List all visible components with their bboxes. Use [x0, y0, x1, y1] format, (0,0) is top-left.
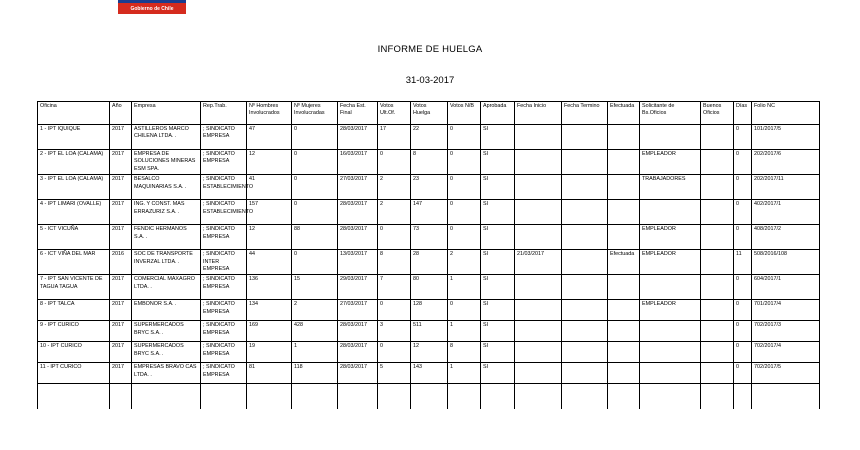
- column-header: Solicitante de Bs.Oficios: [640, 102, 701, 125]
- table-cell: 28/03/2017: [338, 200, 378, 225]
- table-row: [38, 250, 820, 275]
- table-cell: Efectuada: [608, 250, 640, 275]
- table-cell: 0: [734, 150, 752, 175]
- table-cell: 11: [734, 250, 752, 275]
- table-cell: [734, 384, 752, 409]
- table-cell: [608, 363, 640, 384]
- table-cell: [515, 175, 562, 200]
- table-cell: [38, 384, 110, 409]
- table-row: [38, 125, 820, 150]
- report-title: INFORME DE HUELGA: [377, 44, 483, 55]
- table-row: [38, 275, 820, 300]
- table-cell: 44: [247, 250, 292, 275]
- table-cell: 2017: [110, 300, 132, 321]
- table-cell: 702/2017/4: [752, 342, 820, 363]
- table-cell: 508/2016/108: [752, 250, 820, 275]
- table-cell: [247, 384, 292, 409]
- table-cell: [701, 150, 734, 175]
- table-cell: ; SINDICATO EMPRESA: [201, 275, 247, 300]
- column-header: Votos N/B: [448, 102, 481, 125]
- table-cell: FENDIC HERMANOS S.A. .: [132, 225, 201, 250]
- table-cell: SOC DE TRANSPORTE INVERZAL LTDA. .: [132, 250, 201, 275]
- table-cell: SI: [481, 175, 515, 200]
- table-cell: 0: [378, 300, 411, 321]
- table-cell: EMPRESAS BRAVO CAS LTDA. .: [132, 363, 201, 384]
- table-cell: [562, 200, 608, 225]
- table-cell: 9 - IPT CURICO: [38, 321, 110, 342]
- table-cell: 1 - IPT IQUIQUE: [38, 125, 110, 150]
- table-cell: [562, 363, 608, 384]
- column-header: Fecha Est. Final: [338, 102, 378, 125]
- table-cell: 22: [411, 125, 448, 150]
- column-header: Nº Mujeres Involucradas: [292, 102, 338, 125]
- table-cell: EMPRESA DE SOLUCIONES MINERAS ESM SPA.: [132, 150, 201, 175]
- table-cell: 81: [247, 363, 292, 384]
- table-cell: 0: [734, 300, 752, 321]
- table-cell: 0: [448, 200, 481, 225]
- table-cell: 0: [734, 342, 752, 363]
- table-cell: 0: [734, 125, 752, 150]
- table-cell: [515, 321, 562, 342]
- table-cell: 202/2017/11: [752, 175, 820, 200]
- table-cell: 29/03/2017: [338, 275, 378, 300]
- table-cell: 702/2017/3: [752, 321, 820, 342]
- table-cell: [701, 200, 734, 225]
- table-cell: ; SINDICATO ESTABLECIMIENTO: [201, 175, 247, 200]
- table-cell: EMPLEADOR: [640, 150, 701, 175]
- table-cell: [338, 384, 378, 409]
- table-cell: [515, 125, 562, 150]
- table-cell: 2: [292, 300, 338, 321]
- table-cell: 428: [292, 321, 338, 342]
- strike-report-table: [37, 101, 820, 409]
- table-cell: [752, 384, 820, 409]
- table-cell: SI: [481, 250, 515, 275]
- table-row: [38, 150, 820, 175]
- column-header: Aprobada: [481, 102, 515, 125]
- table-cell: SUPERMERCADOS BRYC S.A. .: [132, 342, 201, 363]
- table-cell: [608, 125, 640, 150]
- table-cell: [292, 384, 338, 409]
- table-cell: 16/03/2017: [338, 150, 378, 175]
- table-cell: [562, 342, 608, 363]
- table-cell: 2017: [110, 125, 132, 150]
- table-cell: 0: [292, 150, 338, 175]
- table-cell: 47: [247, 125, 292, 150]
- table-cell: COMERCIAL MAXAGRO LTDA. .: [132, 275, 201, 300]
- table-cell: [608, 342, 640, 363]
- table-cell: 2017: [110, 175, 132, 200]
- table-cell: 157: [247, 200, 292, 225]
- table-cell: [640, 342, 701, 363]
- table-cell: 2017: [110, 321, 132, 342]
- table-cell: [608, 384, 640, 409]
- column-header: Días: [734, 102, 752, 125]
- table-row: [38, 321, 820, 342]
- table-cell: 28/03/2017: [338, 125, 378, 150]
- table-cell: 3: [378, 321, 411, 342]
- table-cell: 28/03/2017: [338, 225, 378, 250]
- table-cell: 2017: [110, 342, 132, 363]
- table-cell: 0: [378, 150, 411, 175]
- table-cell: 12: [411, 342, 448, 363]
- table-cell: 5 - ICT VICUÑA: [38, 225, 110, 250]
- table-cell: [640, 200, 701, 225]
- table-cell: 0: [448, 175, 481, 200]
- table-cell: [640, 384, 701, 409]
- table-row: [38, 200, 820, 225]
- table-cell: [515, 150, 562, 175]
- table-cell: [608, 300, 640, 321]
- table-cell: 41: [247, 175, 292, 200]
- table-cell: 28/03/2017: [338, 342, 378, 363]
- table-cell: [608, 175, 640, 200]
- table-cell: [562, 321, 608, 342]
- table-cell: 0: [378, 342, 411, 363]
- table-cell: 4 - IPT LIMARI (OVALLE): [38, 200, 110, 225]
- table-cell: 2017: [110, 363, 132, 384]
- column-header: Buenos Oficios: [701, 102, 734, 125]
- table-cell: 702/2017/5: [752, 363, 820, 384]
- table-cell: 0: [448, 225, 481, 250]
- table-row-continuation: [38, 384, 820, 409]
- table-cell: 73: [411, 225, 448, 250]
- table-cell: 147: [411, 200, 448, 225]
- column-header: Efectuada: [608, 102, 640, 125]
- table-cell: [701, 300, 734, 321]
- table-cell: ; SINDICATO EMPRESA: [201, 150, 247, 175]
- table-cell: [515, 363, 562, 384]
- table-cell: [562, 300, 608, 321]
- table-cell: 0: [292, 200, 338, 225]
- table-cell: [640, 275, 701, 300]
- table-cell: [701, 384, 734, 409]
- table-cell: [562, 225, 608, 250]
- table-cell: SUPERMERCADOS BRYC S.A. .: [132, 321, 201, 342]
- table-cell: [701, 250, 734, 275]
- table-row: [38, 225, 820, 250]
- table-cell: 2: [378, 175, 411, 200]
- table-cell: [701, 225, 734, 250]
- table-cell: [515, 342, 562, 363]
- table-cell: 604/2017/1: [752, 275, 820, 300]
- table-cell: 7 - IPT SAN VICENTE DE TAGUA TAGUA: [38, 275, 110, 300]
- table-cell: [701, 275, 734, 300]
- table-cell: [515, 300, 562, 321]
- table-cell: 1: [448, 363, 481, 384]
- table-cell: [640, 125, 701, 150]
- table-cell: 2: [448, 250, 481, 275]
- table-cell: 27/03/2017: [338, 175, 378, 200]
- table-cell: 0: [734, 363, 752, 384]
- column-header: Fecha Termino: [562, 102, 608, 125]
- table-cell: BESALCO MAQUINARIAS S.A. .: [132, 175, 201, 200]
- table-cell: [515, 200, 562, 225]
- table-cell: 15: [292, 275, 338, 300]
- table-cell: 13/03/2017: [338, 250, 378, 275]
- table-cell: SI: [481, 363, 515, 384]
- column-header: Empresa: [132, 102, 201, 125]
- table-cell: 2017: [110, 200, 132, 225]
- table-cell: 0: [734, 321, 752, 342]
- table-cell: ; SINDICATO EMPRESA: [201, 125, 247, 150]
- logo-text: Gobierno de Chile: [118, 3, 186, 14]
- table-cell: ASTILLEROS MARCO CHILENA LTDA. .: [132, 125, 201, 150]
- table-cell: ; SINDICATO INTER EMPRESA: [201, 250, 247, 275]
- table-cell: 80: [411, 275, 448, 300]
- table-cell: 143: [411, 363, 448, 384]
- table-cell: ; SINDICATO EMPRESA: [201, 300, 247, 321]
- report-date: 31-03-2017: [405, 75, 455, 86]
- table-cell: 169: [247, 321, 292, 342]
- table-cell: 5: [378, 363, 411, 384]
- table-row: [38, 175, 820, 200]
- table-cell: 8: [448, 342, 481, 363]
- table-cell: [640, 321, 701, 342]
- table-cell: [608, 225, 640, 250]
- table-cell: [110, 384, 132, 409]
- table-cell: SI: [481, 150, 515, 175]
- table-cell: 27/03/2017: [338, 300, 378, 321]
- table-cell: 2017: [110, 150, 132, 175]
- column-header: Rep.Trab.: [201, 102, 247, 125]
- table-cell: 11 - IPT CURICO: [38, 363, 110, 384]
- table-cell: EMPLEADOR: [640, 250, 701, 275]
- table-cell: 1: [448, 275, 481, 300]
- table-cell: 21/03/2017: [515, 250, 562, 275]
- table-cell: 17: [378, 125, 411, 150]
- table-row: [38, 300, 820, 321]
- table-cell: 8: [378, 250, 411, 275]
- table-cell: 19: [247, 342, 292, 363]
- column-header: Votos Ult.Of.: [378, 102, 411, 125]
- table-cell: SI: [481, 200, 515, 225]
- table-cell: EMPLEADOR: [640, 225, 701, 250]
- table-header-row: [38, 102, 820, 125]
- table-cell: 2 - IPT EL LOA (CALAMA): [38, 150, 110, 175]
- table-cell: 0: [448, 125, 481, 150]
- table-row: [38, 342, 820, 363]
- table-cell: [481, 384, 515, 409]
- table-cell: 128: [411, 300, 448, 321]
- column-header: Nº Hombres Involucrados: [247, 102, 292, 125]
- table-cell: 0: [378, 225, 411, 250]
- table-cell: 0: [734, 175, 752, 200]
- table-cell: 0: [734, 200, 752, 225]
- table-cell: 6 - ICT VIÑA DEL MAR: [38, 250, 110, 275]
- table-cell: 136: [247, 275, 292, 300]
- table-cell: [701, 342, 734, 363]
- table-cell: 3 - IPT EL LOA (CALAMA): [38, 175, 110, 200]
- table-cell: EMPLEADOR: [640, 300, 701, 321]
- table-cell: SI: [481, 321, 515, 342]
- table-cell: 28/03/2017: [338, 363, 378, 384]
- table-cell: 2017: [110, 275, 132, 300]
- table-cell: [701, 175, 734, 200]
- table-cell: [562, 250, 608, 275]
- column-header: Folio NC: [752, 102, 820, 125]
- table-cell: 88: [292, 225, 338, 250]
- table-cell: [515, 275, 562, 300]
- column-header: Año: [110, 102, 132, 125]
- table-cell: 12: [247, 150, 292, 175]
- table-cell: ; SINDICATO EMPRESA: [201, 342, 247, 363]
- table-cell: [562, 125, 608, 150]
- table-cell: [411, 384, 448, 409]
- table-cell: [640, 363, 701, 384]
- column-header: Fecha Inicio: [515, 102, 562, 125]
- table-cell: 408/2017/2: [752, 225, 820, 250]
- table-cell: SI: [481, 300, 515, 321]
- table-cell: 2016: [110, 250, 132, 275]
- table-cell: [448, 384, 481, 409]
- table-cell: TRABAJADORES: [640, 175, 701, 200]
- table-cell: [378, 384, 411, 409]
- table-cell: 23: [411, 175, 448, 200]
- table-cell: EMBONOR S.A. .: [132, 300, 201, 321]
- table-cell: 1: [448, 321, 481, 342]
- table-cell: 7: [378, 275, 411, 300]
- table-cell: 2017: [110, 225, 132, 250]
- table-cell: [562, 175, 608, 200]
- table-cell: 0: [292, 175, 338, 200]
- table-cell: 511: [411, 321, 448, 342]
- table-cell: [608, 275, 640, 300]
- table-cell: SI: [481, 225, 515, 250]
- gobierno-logo: [118, 0, 186, 14]
- table-cell: 10 - IPT CURICO: [38, 342, 110, 363]
- table-cell: 12: [247, 225, 292, 250]
- table-cell: 8 - IPT TALCA: [38, 300, 110, 321]
- table-cell: ING. Y CONST. MAS ERRAZURIZ S.A. .: [132, 200, 201, 225]
- table-cell: [701, 321, 734, 342]
- table-cell: 701/2017/4: [752, 300, 820, 321]
- table-cell: 0: [292, 250, 338, 275]
- table-cell: SI: [481, 125, 515, 150]
- table-cell: SI: [481, 275, 515, 300]
- table-cell: 28/03/2017: [338, 321, 378, 342]
- table-cell: 0: [292, 125, 338, 150]
- column-header: Votos Huelga: [411, 102, 448, 125]
- table-cell: [562, 384, 608, 409]
- table-cell: [201, 384, 247, 409]
- table-cell: ; SINDICATO EMPRESA: [201, 321, 247, 342]
- table-cell: [608, 150, 640, 175]
- table-cell: [515, 384, 562, 409]
- table-cell: ; SINDICATO ESTABLECIMIENTO: [201, 200, 247, 225]
- table-cell: 202/2017/6: [752, 150, 820, 175]
- table-cell: 101/2017/5: [752, 125, 820, 150]
- table-cell: 1: [292, 342, 338, 363]
- table-cell: SI: [481, 342, 515, 363]
- table-cell: [132, 384, 201, 409]
- table-cell: [701, 363, 734, 384]
- table-cell: [562, 275, 608, 300]
- table-cell: ; SINDICATO EMPRESA: [201, 225, 247, 250]
- table-cell: 118: [292, 363, 338, 384]
- table-cell: [608, 200, 640, 225]
- table-cell: 0: [448, 300, 481, 321]
- table-cell: 402/2017/1: [752, 200, 820, 225]
- table-cell: 8: [411, 150, 448, 175]
- table-cell: [608, 321, 640, 342]
- table-cell: 2: [378, 200, 411, 225]
- table-cell: [562, 150, 608, 175]
- column-header: Oficina: [38, 102, 110, 125]
- table-cell: ; SINDICATO EMPRESA: [201, 363, 247, 384]
- table-cell: 0: [734, 225, 752, 250]
- table-cell: [701, 125, 734, 150]
- table-cell: 28: [411, 250, 448, 275]
- table-cell: 0: [448, 150, 481, 175]
- table-cell: 0: [734, 275, 752, 300]
- table-row: [38, 363, 820, 384]
- table-cell: [515, 225, 562, 250]
- table-cell: 134: [247, 300, 292, 321]
